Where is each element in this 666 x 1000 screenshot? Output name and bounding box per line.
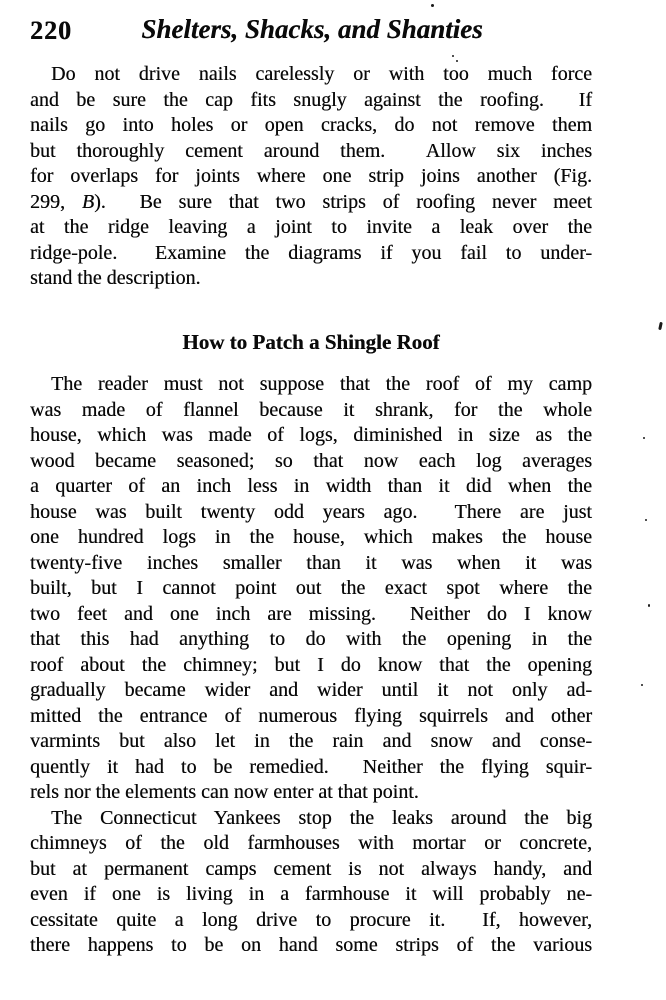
text-line: at the ridge leaving a joint to invite a leak over the bbox=[30, 216, 592, 238]
text-line: and be sure the cap fits snugly against the roofing. If bbox=[30, 88, 592, 111]
paragraph-shrinking-house bbox=[30, 372, 592, 806]
text-line: was made of flannel because it shrank, for the whole bbox=[30, 398, 592, 421]
paragraph-connecticut-yankees bbox=[30, 806, 592, 959]
text-line: but at permanent camps cement is not always handy, and bbox=[30, 857, 592, 880]
text-line: The reader must not suppose that the roof of my camp bbox=[51, 373, 592, 395]
scan-speck bbox=[643, 437, 645, 439]
scan-speck bbox=[452, 55, 454, 57]
text-line: cessitate quite a long drive to procure it. If, however, bbox=[30, 908, 592, 931]
page-number: 220 bbox=[30, 16, 72, 45]
text-line: a quarter of an inch less in width than it did when the bbox=[30, 475, 592, 497]
text-line: chimneys of the old farmhouses with mortar or concrete, bbox=[30, 832, 592, 854]
scan-speck bbox=[641, 684, 643, 686]
text-line: ridge-pole. Examine the diagrams if you fail to under- bbox=[30, 241, 592, 264]
text-line: varmints but also let in the rain and snow and conse- bbox=[30, 730, 592, 752]
running-header bbox=[30, 14, 592, 48]
running-title: Shelters, Shacks, and Shanties bbox=[141, 14, 483, 44]
text-line: even if one is living in a farmhouse it will probably ne- bbox=[30, 883, 592, 905]
scan-speck bbox=[431, 4, 434, 7]
text-line: twenty-five inches smaller than it was when it was bbox=[30, 551, 592, 574]
text-line: but thoroughly cement around them. Allow six inches bbox=[30, 139, 592, 162]
text-line: 299, B). Be sure that two strips of roofing never meet bbox=[30, 190, 592, 213]
text-line: one hundred logs in the house, which makes the house bbox=[30, 526, 592, 548]
section-heading: How to Patch a Shingle Roof bbox=[182, 330, 440, 354]
text-line: house, which was made of logs, diminished in size as the bbox=[30, 424, 592, 446]
scan-speck bbox=[645, 519, 647, 521]
paragraph-nail-advice bbox=[30, 62, 592, 292]
text-line: wood became seasoned; so that now each log averages bbox=[30, 449, 592, 472]
text-line: mitted the entrance of numerous flying squirrels and other bbox=[30, 704, 592, 727]
scan-speck bbox=[456, 60, 458, 62]
text-line: two feet and one inch are missing. Neither do I know bbox=[30, 602, 592, 625]
scan-speck bbox=[658, 322, 663, 330]
text-line: roof about the chimney; but I do know that the opening bbox=[30, 653, 592, 676]
text-line: there happens to be on hand some strips of the various bbox=[30, 934, 592, 956]
text-line: stand the description. bbox=[30, 267, 201, 289]
text-line: gradually became wider and wider until it not only ad- bbox=[30, 679, 592, 701]
text-line: The Connecticut Yankees stop the leaks around the big bbox=[51, 806, 592, 829]
text-line: nails go into holes or open cracks, do not remove them bbox=[30, 114, 592, 136]
text-line: Do not drive nails carelessly or with too much force bbox=[51, 63, 592, 85]
scan-speck bbox=[648, 604, 650, 607]
text-line: house was built twenty odd years ago. There are just bbox=[30, 500, 592, 523]
text-line: quently it had to be remedied. Neither the flying squir- bbox=[30, 755, 592, 778]
text-line: rels nor the elements can now enter at that point. bbox=[30, 781, 419, 803]
text-line: that this had anything to do with the opening in the bbox=[30, 628, 592, 650]
text-line: for overlaps for joints where one strip joins another (Fig. bbox=[30, 165, 592, 187]
body-text-flow bbox=[30, 372, 592, 959]
text-line: built, but I cannot point out the exact spot where the bbox=[30, 577, 592, 599]
